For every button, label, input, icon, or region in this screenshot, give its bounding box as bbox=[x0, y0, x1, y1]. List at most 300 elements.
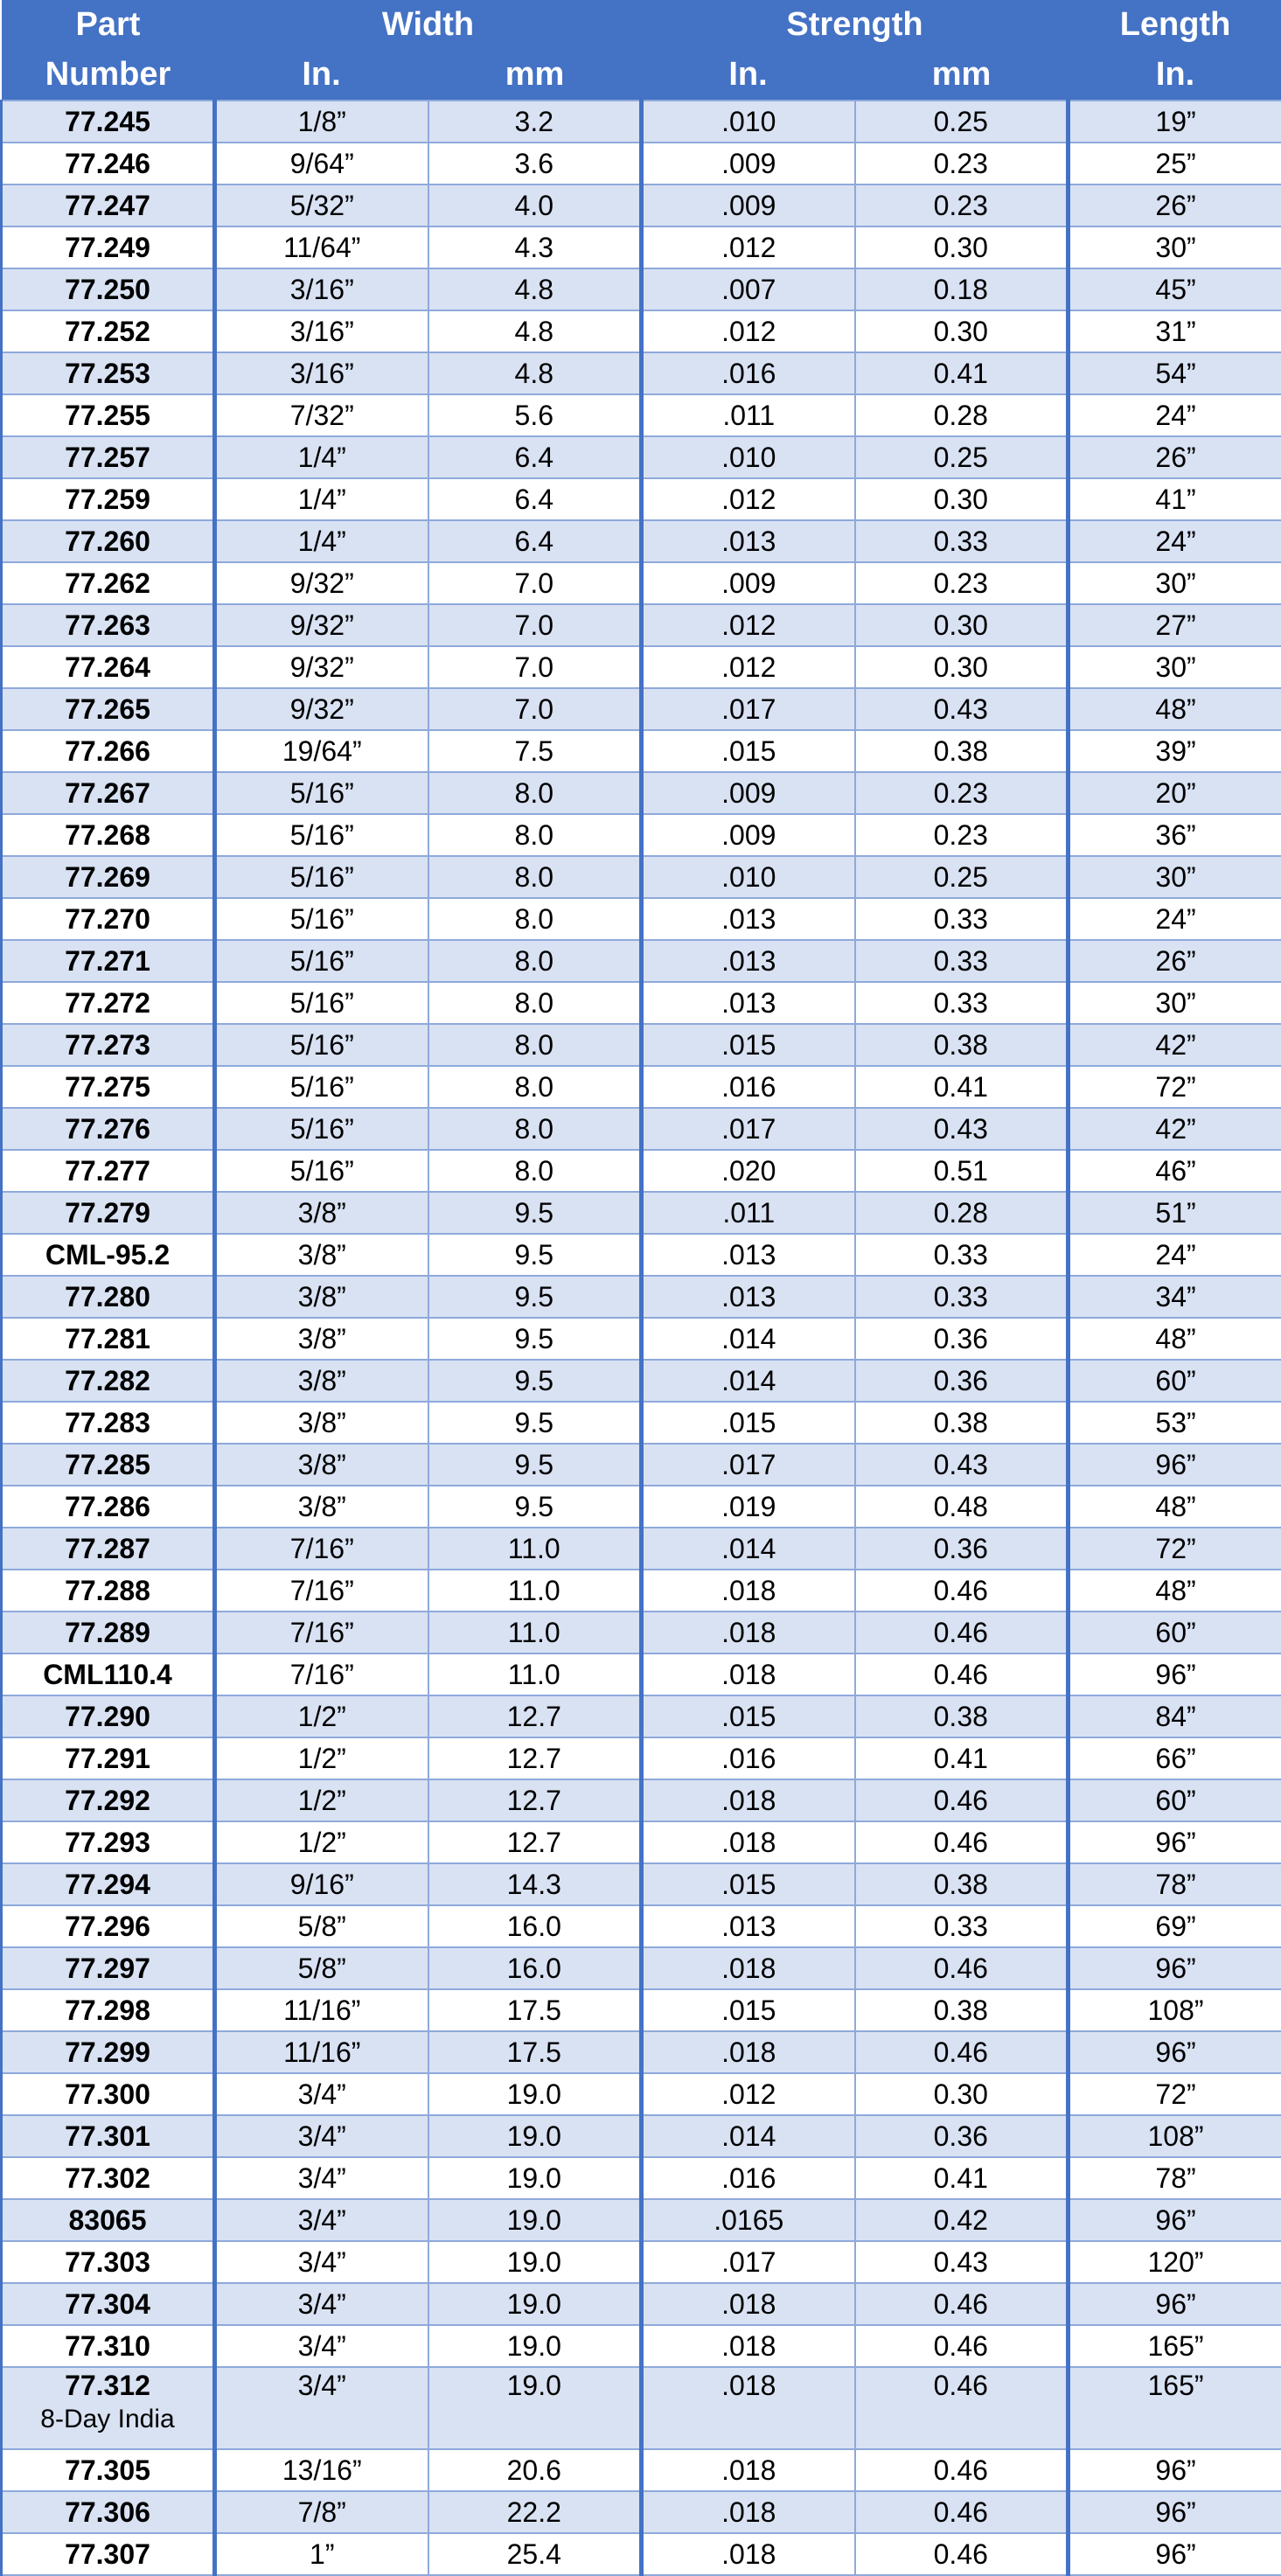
part-number-cell bbox=[2, 226, 215, 268]
strength-mm-cell-text: 0.42 bbox=[934, 2204, 988, 2236]
part-number-cell bbox=[2, 394, 215, 436]
strength-mm-cell-text: 0.46 bbox=[934, 2496, 988, 2528]
length-in-cell bbox=[1069, 1612, 1281, 1654]
part-number-cell bbox=[2, 772, 215, 814]
width-in-cell-text: 11/64” bbox=[283, 232, 360, 263]
part-number-cell bbox=[2, 1989, 215, 2031]
strength-mm-cell bbox=[855, 1108, 1069, 1150]
part-number-cell bbox=[2, 2073, 215, 2115]
length-in-cell-text: 45” bbox=[1155, 274, 1195, 305]
table-body bbox=[2, 101, 1281, 2575]
width-mm-cell-text: 11.0 bbox=[508, 1533, 560, 1564]
strength-in-cell bbox=[642, 2073, 855, 2115]
strength-in-cell-text: .009 bbox=[721, 567, 776, 599]
part-number-cell-text: 77.289 bbox=[65, 1617, 150, 1648]
width-mm-cell-text: 9.5 bbox=[515, 1491, 553, 1522]
strength-in-cell-text: .0165 bbox=[714, 2204, 783, 2236]
width-mm-cell bbox=[428, 268, 642, 310]
strength-in-cell-text: .012 bbox=[721, 484, 776, 515]
strength-mm-cell bbox=[855, 730, 1069, 772]
width-mm-cell bbox=[428, 2073, 642, 2115]
length-in-cell bbox=[1069, 604, 1281, 646]
strength-in-cell bbox=[642, 2533, 855, 2575]
width-in-cell-text: 3/16” bbox=[290, 274, 354, 305]
width-in-cell-text: 3/16” bbox=[290, 358, 354, 389]
strength-mm-cell-text: 0.41 bbox=[934, 1071, 988, 1103]
length-in-cell bbox=[1069, 310, 1281, 352]
table-row bbox=[2, 2283, 1281, 2325]
part-number-cell bbox=[2, 2115, 215, 2157]
width-in-cell bbox=[215, 1779, 428, 1821]
table-row bbox=[2, 520, 1281, 562]
length-in-cell-text: 41” bbox=[1155, 484, 1195, 515]
strength-in-cell bbox=[642, 2283, 855, 2325]
width-in-cell bbox=[215, 730, 428, 772]
width-mm-cell-text: 7.5 bbox=[515, 735, 553, 767]
width-in-cell bbox=[215, 646, 428, 688]
table-row bbox=[2, 184, 1281, 226]
strength-in-cell bbox=[642, 1192, 855, 1234]
part-number-cell bbox=[2, 898, 215, 940]
strength-mm-cell bbox=[855, 1570, 1069, 1612]
strength-mm-cell-text: 0.46 bbox=[934, 1785, 988, 1816]
strength-mm-cell-text: 0.30 bbox=[934, 651, 988, 683]
length-in-cell bbox=[1069, 1108, 1281, 1150]
table-row bbox=[2, 1150, 1281, 1192]
part-number-cell-text: 77.264 bbox=[65, 651, 150, 683]
width-in-cell-text: 5/8” bbox=[298, 1953, 346, 1984]
strength-in-cell-text: .018 bbox=[721, 2454, 776, 2486]
strength-in-cell bbox=[642, 1989, 855, 2031]
length-in-cell bbox=[1069, 2283, 1281, 2325]
strength-in-cell-text: .014 bbox=[721, 1533, 776, 1564]
strength-in-cell bbox=[642, 352, 855, 394]
table-row bbox=[2, 604, 1281, 646]
length-in-cell-text: 48” bbox=[1155, 1491, 1195, 1522]
length-in-cell bbox=[1069, 646, 1281, 688]
part-number-cell bbox=[2, 1444, 215, 1486]
strength-in-cell bbox=[642, 310, 855, 352]
length-in-cell bbox=[1069, 940, 1281, 982]
length-in-cell-text: 72” bbox=[1155, 2078, 1195, 2110]
part-number-cell bbox=[2, 688, 215, 730]
part-number-cell-text: 77.294 bbox=[65, 1869, 150, 1900]
strength-in-cell-text: .014 bbox=[721, 1365, 776, 1396]
length-in-cell bbox=[1069, 2449, 1281, 2491]
width-in-cell bbox=[215, 2157, 428, 2199]
length-in-cell bbox=[1069, 730, 1281, 772]
length-in-cell-text: 60” bbox=[1155, 1365, 1195, 1396]
strength-in-cell bbox=[642, 1444, 855, 1486]
strength-mm-cell bbox=[855, 982, 1069, 1024]
table-row bbox=[2, 1360, 1281, 1402]
length-in-cell bbox=[1069, 2325, 1281, 2367]
table-row bbox=[2, 2157, 1281, 2199]
strength-in-cell-text: .016 bbox=[721, 1743, 776, 1774]
table-header bbox=[2, 0, 1281, 101]
part-number-cell-text: 77.247 bbox=[65, 190, 150, 221]
length-in-cell bbox=[1069, 1905, 1281, 1947]
strength-mm-cell bbox=[855, 1863, 1069, 1905]
strength-in-cell-text: .017 bbox=[721, 1113, 776, 1145]
part-number-cell bbox=[2, 1737, 215, 1779]
strength-mm-cell bbox=[855, 2283, 1069, 2325]
width-in-cell bbox=[215, 2491, 428, 2533]
strength-in-cell bbox=[642, 143, 855, 184]
strength-mm-cell-text: 0.43 bbox=[934, 1113, 988, 1145]
width-mm-cell bbox=[428, 1360, 642, 1402]
strength-in-cell-text: .018 bbox=[721, 1785, 776, 1816]
width-in-cell-text: 13/16” bbox=[282, 2454, 362, 2486]
part-number-cell bbox=[2, 814, 215, 856]
part-number-cell-text: 77.271 bbox=[65, 945, 150, 977]
strength-in-cell bbox=[642, 814, 855, 856]
strength-mm-cell bbox=[855, 856, 1069, 898]
width-in-cell-text: 5/16” bbox=[290, 1113, 354, 1145]
width-in-cell-text: 1” bbox=[310, 2538, 334, 2570]
strength-in-cell bbox=[642, 101, 855, 143]
width-mm-cell bbox=[428, 1612, 642, 1654]
width-mm-cell-text: 16.0 bbox=[507, 1911, 561, 1942]
strength-mm-cell-text: 0.30 bbox=[934, 232, 988, 263]
part-number-cell bbox=[2, 1863, 215, 1905]
strength-in-cell-text: .011 bbox=[722, 400, 775, 431]
width-mm-cell bbox=[428, 2241, 642, 2283]
length-in-cell bbox=[1069, 1360, 1281, 1402]
width-in-cell-text: 3/4” bbox=[298, 2288, 346, 2320]
width-mm-cell-text: 5.6 bbox=[515, 400, 553, 431]
length-in-cell bbox=[1069, 562, 1281, 604]
strength-mm-cell-text: 0.23 bbox=[934, 148, 988, 179]
header-length-in: In. bbox=[1069, 49, 1281, 101]
width-mm-cell bbox=[428, 1444, 642, 1486]
length-in-cell-text: 72” bbox=[1155, 1533, 1195, 1564]
width-in-cell-text: 11/16” bbox=[283, 1995, 360, 2026]
length-in-cell bbox=[1069, 2533, 1281, 2575]
strength-mm-cell-text: 0.46 bbox=[934, 2036, 988, 2068]
width-mm-cell bbox=[428, 101, 642, 143]
length-in-cell-text: 30” bbox=[1155, 232, 1195, 263]
part-number-cell-text: 77.268 bbox=[65, 819, 150, 851]
length-in-cell bbox=[1069, 688, 1281, 730]
width-mm-cell bbox=[428, 856, 642, 898]
part-number-cell-text: 77.281 bbox=[65, 1323, 150, 1354]
width-mm-cell bbox=[428, 1863, 642, 1905]
length-in-cell bbox=[1069, 1737, 1281, 1779]
width-in-cell bbox=[215, 520, 428, 562]
strength-mm-cell-text: 0.25 bbox=[934, 106, 988, 137]
width-mm-cell bbox=[428, 1570, 642, 1612]
part-number-cell bbox=[2, 982, 215, 1024]
strength-in-cell-text: .013 bbox=[721, 903, 776, 935]
part-number-cell-text: 77.266 bbox=[65, 735, 150, 767]
width-mm-cell bbox=[428, 730, 642, 772]
table-row bbox=[2, 646, 1281, 688]
strength-mm-cell bbox=[855, 1528, 1069, 1570]
width-in-cell-text: 7/16” bbox=[290, 1617, 354, 1648]
length-in-cell bbox=[1069, 2491, 1281, 2533]
length-in-cell bbox=[1069, 520, 1281, 562]
width-in-cell-text: 5/16” bbox=[290, 1071, 354, 1103]
width-in-cell bbox=[215, 1947, 428, 1989]
strength-mm-cell bbox=[855, 604, 1069, 646]
length-in-cell bbox=[1069, 226, 1281, 268]
length-in-cell bbox=[1069, 1276, 1281, 1318]
strength-in-cell-text: .019 bbox=[721, 1491, 776, 1522]
strength-in-cell bbox=[642, 562, 855, 604]
table-row bbox=[2, 1947, 1281, 1989]
width-mm-cell bbox=[428, 2031, 642, 2073]
strength-mm-cell bbox=[855, 1318, 1069, 1360]
length-in-cell bbox=[1069, 478, 1281, 520]
width-mm-cell bbox=[428, 478, 642, 520]
part-number-cell bbox=[2, 1150, 215, 1192]
table-row bbox=[2, 226, 1281, 268]
strength-in-cell bbox=[642, 1947, 855, 1989]
length-in-cell bbox=[1069, 2241, 1281, 2283]
strength-in-cell-text: .018 bbox=[721, 2538, 776, 2570]
table-row bbox=[2, 1737, 1281, 1779]
width-mm-cell bbox=[428, 1779, 642, 1821]
strength-mm-cell-text: 0.46 bbox=[934, 2288, 988, 2320]
table-row bbox=[2, 1108, 1281, 1150]
strength-mm-cell-text: 0.41 bbox=[934, 2162, 988, 2194]
table-row bbox=[2, 1066, 1281, 1108]
length-in-cell bbox=[1069, 1863, 1281, 1905]
strength-mm-cell bbox=[855, 1905, 1069, 1947]
width-mm-cell-text: 6.4 bbox=[515, 526, 553, 557]
length-in-cell-text: 25” bbox=[1155, 148, 1195, 179]
strength-mm-cell-text: 0.38 bbox=[934, 1407, 988, 1438]
length-in-cell bbox=[1069, 1947, 1281, 1989]
length-in-cell-text: 165” bbox=[1147, 2370, 1203, 2401]
width-mm-cell bbox=[428, 1989, 642, 2031]
part-number-cell bbox=[2, 1108, 215, 1150]
strength-mm-cell-text: 0.36 bbox=[934, 1365, 988, 1396]
strength-mm-cell-text: 0.38 bbox=[934, 1869, 988, 1900]
part-number-cell-text: 77.262 bbox=[65, 567, 150, 599]
width-in-cell bbox=[215, 1528, 428, 1570]
strength-mm-cell-text: 0.33 bbox=[934, 903, 988, 935]
length-in-cell bbox=[1069, 1234, 1281, 1276]
strength-in-cell-text: .018 bbox=[721, 1953, 776, 1984]
header-number: Number bbox=[2, 49, 215, 101]
width-mm-cell bbox=[428, 688, 642, 730]
length-in-cell bbox=[1069, 982, 1281, 1024]
width-in-cell bbox=[215, 1821, 428, 1863]
strength-mm-cell bbox=[855, 2241, 1069, 2283]
strength-in-cell bbox=[642, 940, 855, 982]
length-in-cell bbox=[1069, 2157, 1281, 2199]
width-in-cell bbox=[215, 1695, 428, 1737]
table-row bbox=[2, 814, 1281, 856]
part-number-cell bbox=[2, 1276, 215, 1318]
table-row bbox=[2, 982, 1281, 1024]
strength-in-cell bbox=[642, 1360, 855, 1402]
part-number-cell bbox=[2, 940, 215, 982]
strength-mm-cell bbox=[855, 2115, 1069, 2157]
strength-in-cell-text: .009 bbox=[721, 777, 776, 809]
width-mm-cell-text: 6.4 bbox=[515, 484, 553, 515]
width-mm-cell-text: 17.5 bbox=[507, 1995, 561, 2026]
part-number-cell-text: 77.250 bbox=[65, 274, 150, 305]
width-mm-cell-text: 4.8 bbox=[515, 358, 553, 389]
length-in-cell-text: 24” bbox=[1155, 526, 1195, 557]
strength-in-cell bbox=[642, 2115, 855, 2157]
part-number-cell-text: 77.279 bbox=[65, 1197, 150, 1229]
table-row bbox=[2, 2073, 1281, 2115]
part-number-cell bbox=[2, 1066, 215, 1108]
strength-mm-cell bbox=[855, 688, 1069, 730]
length-in-cell bbox=[1069, 856, 1281, 898]
length-in-cell-text: 20” bbox=[1155, 777, 1195, 809]
part-number-cell-text: 77.267 bbox=[65, 777, 150, 809]
width-in-cell-text: 5/16” bbox=[290, 903, 354, 935]
width-mm-cell bbox=[428, 604, 642, 646]
strength-in-cell-text: .013 bbox=[721, 1239, 776, 1271]
strength-mm-cell bbox=[855, 1821, 1069, 1863]
strength-in-cell bbox=[642, 2241, 855, 2283]
length-in-cell-text: 31” bbox=[1155, 316, 1195, 347]
width-mm-cell-text: 19.0 bbox=[507, 2162, 561, 2194]
length-in-cell-text: 108” bbox=[1147, 2120, 1203, 2152]
strength-mm-cell-text: 0.46 bbox=[934, 1953, 988, 1984]
part-number-cell bbox=[2, 2449, 215, 2491]
table-row bbox=[2, 1989, 1281, 2031]
width-in-cell-text: 5/16” bbox=[290, 819, 354, 851]
strength-mm-cell-text: 0.30 bbox=[934, 2078, 988, 2110]
width-in-cell bbox=[215, 2031, 428, 2073]
width-in-cell-text: 3/4” bbox=[298, 2370, 346, 2401]
strength-in-cell-text: .013 bbox=[721, 526, 776, 557]
length-in-cell-text: 96” bbox=[1155, 1449, 1195, 1480]
length-in-cell-text: 96” bbox=[1155, 1659, 1195, 1690]
width-in-cell bbox=[215, 1612, 428, 1654]
width-mm-cell-text: 9.5 bbox=[515, 1365, 553, 1396]
strength-mm-cell-text: 0.30 bbox=[934, 316, 988, 347]
width-mm-cell bbox=[428, 562, 642, 604]
part-number-cell-text: 77.293 bbox=[65, 1827, 150, 1858]
part-number-cell bbox=[2, 478, 215, 520]
part-number-cell bbox=[2, 604, 215, 646]
length-in-cell-text: 96” bbox=[1155, 2288, 1195, 2320]
strength-mm-cell-text: 0.41 bbox=[934, 1743, 988, 1774]
length-in-cell-text: 66” bbox=[1155, 1743, 1195, 1774]
table-row bbox=[2, 1821, 1281, 1863]
width-mm-cell-text: 7.0 bbox=[515, 651, 553, 683]
table-row bbox=[2, 1444, 1281, 1486]
length-in-cell bbox=[1069, 772, 1281, 814]
strength-mm-cell-text: 0.46 bbox=[934, 2454, 988, 2486]
strength-in-cell bbox=[642, 688, 855, 730]
part-number-cell bbox=[2, 1612, 215, 1654]
table-row bbox=[2, 1318, 1281, 1360]
width-mm-cell bbox=[428, 1528, 642, 1570]
header-strength: Strength bbox=[642, 0, 1069, 49]
width-in-cell-text: 9/32” bbox=[290, 693, 354, 725]
width-mm-cell-text: 11.0 bbox=[508, 1617, 560, 1648]
part-number-cell bbox=[2, 310, 215, 352]
strength-in-cell-text: .018 bbox=[721, 1827, 776, 1858]
width-in-cell bbox=[215, 1066, 428, 1108]
strength-in-cell bbox=[642, 268, 855, 310]
strength-in-cell-text: .009 bbox=[721, 819, 776, 851]
part-number-cell-text: 77.283 bbox=[65, 1407, 150, 1438]
width-mm-cell bbox=[428, 1024, 642, 1066]
part-number-cell-text: 77.269 bbox=[65, 861, 150, 893]
width-mm-cell-text: 22.2 bbox=[507, 2496, 561, 2528]
width-mm-cell bbox=[428, 772, 642, 814]
width-mm-cell-text: 11.0 bbox=[508, 1575, 560, 1606]
strength-in-cell bbox=[642, 856, 855, 898]
strength-in-cell bbox=[642, 394, 855, 436]
width-mm-cell bbox=[428, 352, 642, 394]
part-number-cell bbox=[2, 1402, 215, 1444]
strength-mm-cell-text: 0.33 bbox=[934, 945, 988, 977]
part-number-cell-text: 83065 bbox=[69, 2204, 147, 2236]
width-in-cell bbox=[215, 1276, 428, 1318]
strength-in-cell-text: .018 bbox=[721, 2036, 776, 2068]
table-row bbox=[2, 2241, 1281, 2283]
length-in-cell-text: 46” bbox=[1155, 1155, 1195, 1187]
part-number-cell-text: 77.265 bbox=[65, 693, 150, 725]
width-in-cell bbox=[215, 2449, 428, 2491]
width-in-cell-text: 1/2” bbox=[298, 1827, 346, 1858]
width-in-cell-text: 3/4” bbox=[298, 2204, 346, 2236]
strength-in-cell bbox=[642, 2449, 855, 2491]
table-row bbox=[2, 394, 1281, 436]
strength-in-cell-text: .015 bbox=[721, 1869, 776, 1900]
length-in-cell bbox=[1069, 2031, 1281, 2073]
width-mm-cell bbox=[428, 310, 642, 352]
length-in-cell-text: 96” bbox=[1155, 2538, 1195, 2570]
strength-in-cell-text: .018 bbox=[721, 2496, 776, 2528]
part-number-cell-text: 77.255 bbox=[65, 400, 150, 431]
width-in-cell bbox=[215, 2367, 428, 2449]
width-mm-cell bbox=[428, 982, 642, 1024]
strength-mm-cell-text: 0.23 bbox=[934, 777, 988, 809]
width-in-cell-text: 1/2” bbox=[298, 1743, 346, 1774]
width-mm-cell bbox=[428, 2283, 642, 2325]
width-mm-cell-text: 4.3 bbox=[515, 232, 553, 263]
part-number-cell-text: 77.276 bbox=[65, 1113, 150, 1145]
width-in-cell bbox=[215, 1570, 428, 1612]
length-in-cell bbox=[1069, 1318, 1281, 1360]
width-in-cell-text: 5/16” bbox=[290, 777, 354, 809]
table-row bbox=[2, 268, 1281, 310]
strength-mm-cell bbox=[855, 2199, 1069, 2241]
strength-mm-cell-text: 0.30 bbox=[934, 484, 988, 515]
strength-mm-cell bbox=[855, 2367, 1069, 2449]
width-in-cell-text: 9/64” bbox=[290, 148, 354, 179]
part-number-cell bbox=[2, 2241, 215, 2283]
strength-mm-cell bbox=[855, 2533, 1069, 2575]
strength-mm-cell bbox=[855, 1024, 1069, 1066]
length-in-cell bbox=[1069, 2073, 1281, 2115]
strength-in-cell bbox=[642, 2325, 855, 2367]
part-number-cell bbox=[2, 1234, 215, 1276]
width-in-cell-text: 1/4” bbox=[298, 526, 346, 557]
strength-mm-cell bbox=[855, 898, 1069, 940]
part-number-cell-text: 77.306 bbox=[65, 2496, 150, 2528]
strength-mm-cell bbox=[855, 814, 1069, 856]
width-in-cell bbox=[215, 856, 428, 898]
part-number-cell-text: 77.272 bbox=[65, 987, 150, 1019]
length-in-cell-text: 120” bbox=[1147, 2246, 1203, 2278]
part-number-cell bbox=[2, 520, 215, 562]
width-in-cell-text: 9/32” bbox=[290, 567, 354, 599]
strength-in-cell bbox=[642, 1821, 855, 1863]
